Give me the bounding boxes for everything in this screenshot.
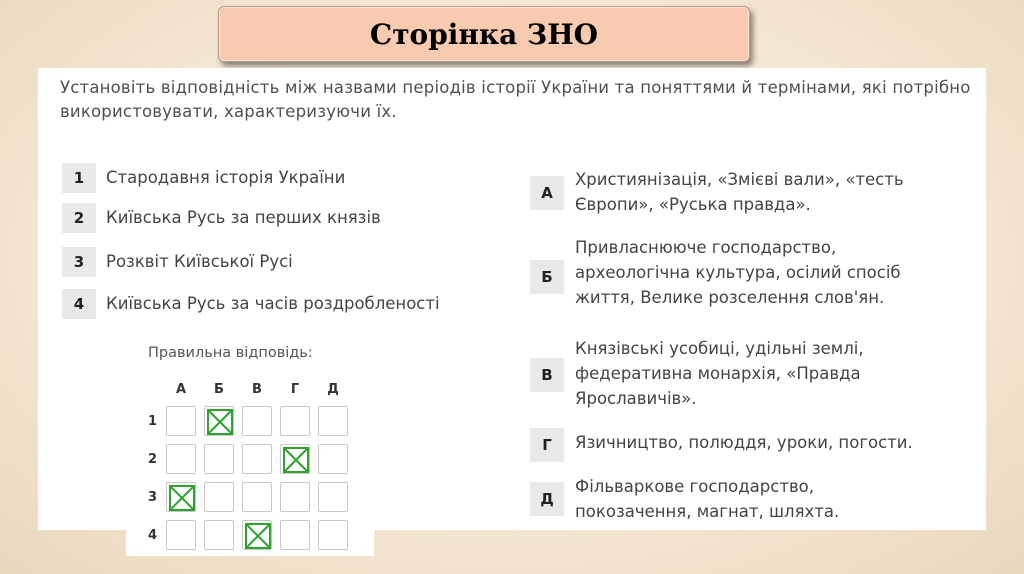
answer-checkbox[interactable] — [204, 520, 234, 550]
term-text-d — [575, 474, 975, 524]
term-line: федеративна монархія, «Правда — [575, 364, 861, 383]
period-item-4 — [62, 289, 440, 319]
term-line: Фільваркове господарство, — [575, 477, 815, 496]
page-title: Сторінка ЗНО — [369, 17, 599, 51]
period-item-1 — [62, 163, 345, 193]
period-number: 2 — [62, 203, 96, 233]
term-text-v — [575, 336, 975, 411]
period-label: Київська Русь за перших князів — [106, 208, 381, 227]
check-mark-icon — [167, 483, 197, 513]
term-line: Ярославичів». — [575, 389, 697, 408]
grid-column-header: А — [175, 382, 187, 397]
period-label: Київська Русь за часів роздробленості — [106, 294, 440, 313]
answer-checkbox[interactable] — [318, 406, 348, 436]
term-letter-b: Б — [530, 260, 564, 294]
term-line: Європи», «Руська правда». — [575, 195, 811, 214]
term-text-a — [575, 167, 975, 217]
check-mark-icon — [281, 445, 311, 475]
period-number: 3 — [62, 247, 96, 277]
check-mark-icon — [243, 521, 273, 551]
term-letter-h: Г — [530, 428, 564, 462]
answer-checkbox[interactable] — [318, 482, 348, 512]
term-letter-a: А — [530, 176, 564, 210]
answer-checkbox[interactable] — [242, 444, 272, 474]
grid-row-number: 4 — [148, 528, 158, 543]
answer-checkbox[interactable] — [204, 444, 234, 474]
title-banner — [218, 6, 750, 62]
question-text: Установіть відповідність між назвами періодів історії України та поняттями й термінами, які потрібно використовувати, характеризуючи їх. — [60, 78, 971, 121]
answer-checkbox[interactable] — [204, 406, 234, 436]
answer-checkbox[interactable] — [242, 520, 272, 550]
answer-checkbox[interactable] — [166, 482, 196, 512]
term-letter-v: В — [530, 358, 564, 392]
grid-column-header: Г — [290, 382, 300, 397]
grid-column-header: Д — [327, 382, 339, 397]
grid-column-header: Б — [214, 382, 224, 397]
term-line: життя, Велике розселення слов'ян. — [575, 288, 885, 307]
grid-column-header: В — [252, 382, 262, 397]
answer-checkbox[interactable] — [280, 482, 310, 512]
answer-checkbox[interactable] — [204, 482, 234, 512]
answer-checkbox[interactable] — [166, 444, 196, 474]
period-item-2 — [62, 203, 381, 233]
answer-checkbox[interactable] — [242, 482, 272, 512]
term-line: археологічна культура, осілий спосіб — [575, 263, 901, 282]
answer-checkbox[interactable] — [318, 444, 348, 474]
period-number: 4 — [62, 289, 96, 319]
term-line: Язичництво, полюддя, уроки, погости. — [575, 433, 913, 452]
term-text-h — [575, 430, 975, 455]
answer-checkbox[interactable] — [280, 520, 310, 550]
answer-checkbox[interactable] — [318, 520, 348, 550]
answer-checkbox[interactable] — [280, 444, 310, 474]
answer-checkbox[interactable] — [242, 406, 272, 436]
period-item-3 — [62, 247, 293, 277]
answer-checkbox[interactable] — [280, 406, 310, 436]
term-line: Привласнююче господарство, — [575, 238, 837, 257]
answer-checkbox[interactable] — [166, 520, 196, 550]
term-text-b — [575, 235, 975, 310]
answer-checkbox[interactable] — [166, 406, 196, 436]
check-mark-icon — [205, 407, 235, 437]
term-line: покозачення, магнат, шляхта. — [575, 502, 840, 521]
grid-row-number: 1 — [148, 414, 158, 429]
period-number: 1 — [62, 163, 96, 193]
term-line: Князівські усобиці, удільні землі, — [575, 339, 864, 358]
period-label: Розквіт Київської Русі — [106, 252, 293, 271]
grid-row-number: 2 — [148, 452, 158, 467]
period-label: Стародавня історія України — [106, 168, 346, 187]
answer-label: Правильна відповідь: — [148, 345, 313, 361]
grid-row-number: 3 — [148, 490, 158, 505]
term-line: Християнізація, «Змієві вали», «тесть — [575, 170, 904, 189]
term-letter-d: Д — [530, 482, 564, 516]
